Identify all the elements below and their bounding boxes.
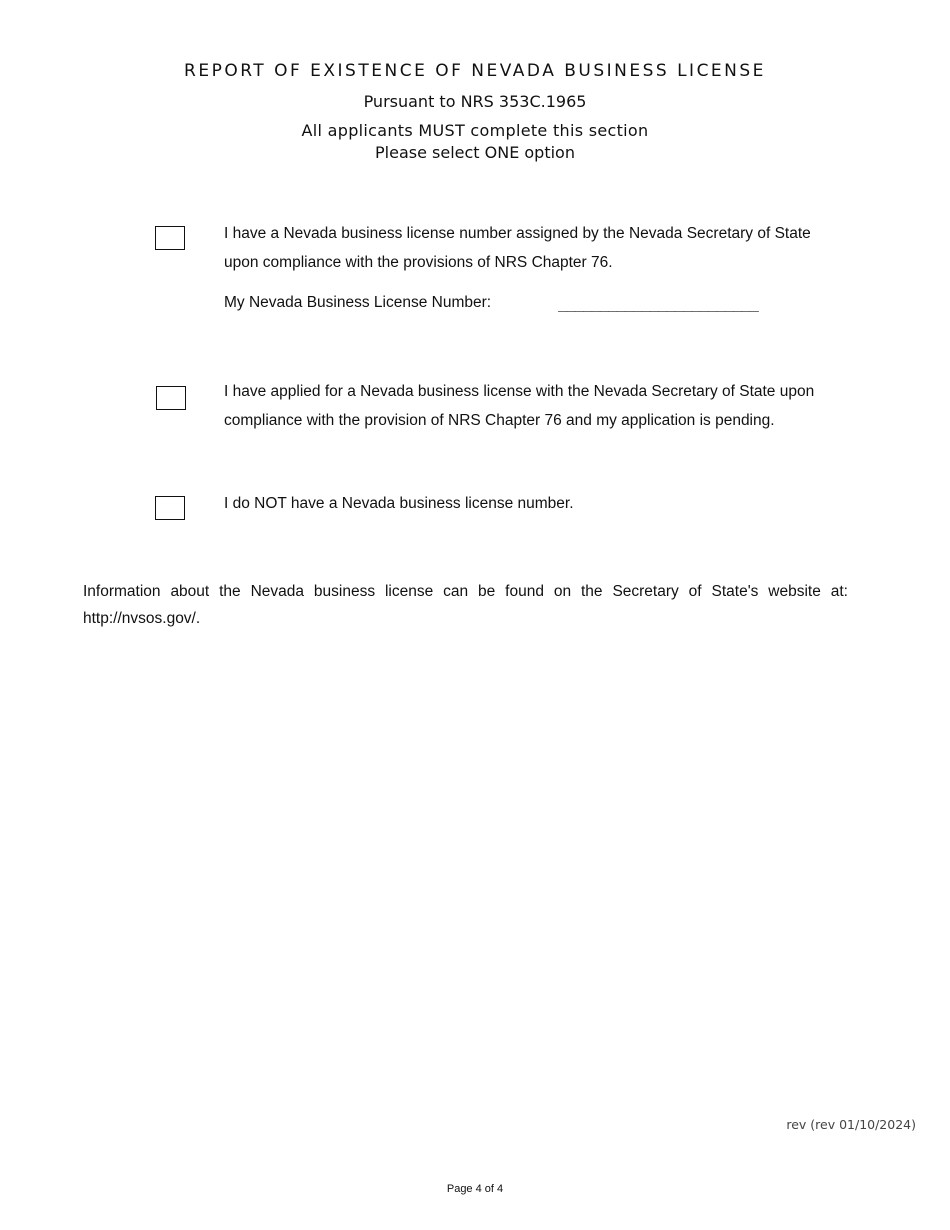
revision-note: rev (rev 01/10/2024) — [786, 1117, 916, 1132]
page-number: Page 4 of 4 — [446, 1183, 504, 1195]
option-3-checkbox[interactable] — [155, 496, 185, 520]
option-2-text: I have applied for a Nevada business license with the Nevada Secretary of State upon compliance with the provision of NRS Chapter 76 and my application is pending. — [224, 383, 815, 429]
form-title: REPORT OF EXISTENCE OF NEVADA BUSINESS LICENSE — [184, 61, 766, 81]
select-note: Please select ONE option — [375, 143, 575, 162]
option-3-text: I do NOT have a Nevada business license number. — [224, 495, 574, 512]
info-paragraph: Information about the Nevada business license can be found on the Secretary of State's website at: http://nvsos.gov/. — [83, 583, 848, 627]
option-2-checkbox[interactable] — [156, 386, 186, 410]
option-1-checkbox[interactable] — [155, 226, 185, 250]
license-number-label: My Nevada Business License Number: — [224, 294, 492, 311]
statute-reference: Pursuant to NRS 353C.1965 — [363, 92, 587, 111]
option-1-text: I have a Nevada business license number assigned by the Nevada Secretary of State upon compliance with the provisions of NRS Chapter 76. — [224, 225, 811, 271]
license-number-field[interactable]: ________________________ — [558, 294, 758, 312]
instruction-text: All applicants MUST complete this section — [301, 121, 649, 140]
